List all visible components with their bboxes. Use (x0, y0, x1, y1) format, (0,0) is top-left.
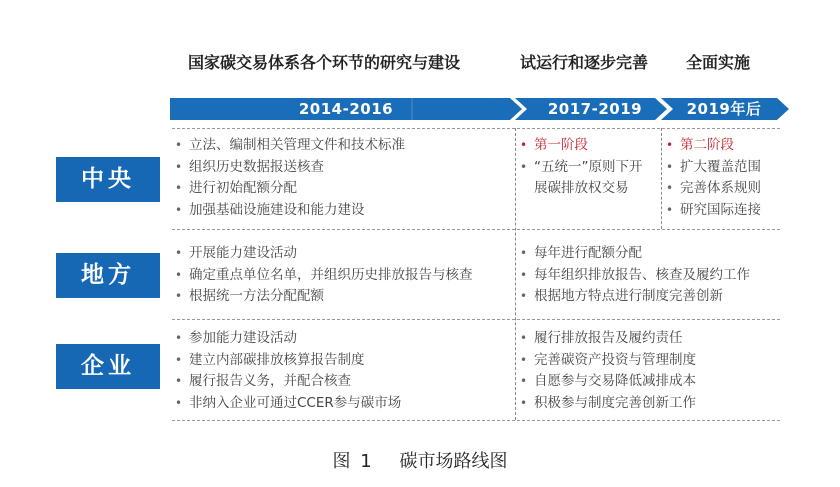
central-2014-2016-list (175, 135, 405, 221)
divider-local-enterprise (172, 319, 780, 320)
list-item: • 每年进行配额分配 (520, 243, 750, 265)
list-item: • 完善体系规则 (666, 178, 761, 200)
list-item: • 自愿参与交易降低减排成本 (520, 371, 696, 393)
timeline-arrow-2017-2019 (515, 98, 667, 120)
central-2017-2019-list (520, 135, 643, 200)
list-item: • 组织历史数据报送核查 (175, 157, 405, 179)
stage-label-second: • 第二阶段 (666, 135, 761, 157)
column-divider-stage2 (661, 128, 662, 229)
list-item: • 每年组织排放报告、核查及履约工作 (520, 265, 750, 287)
phase-title-research: 国家碳交易体系各个环节的研究与建设 (188, 53, 461, 72)
timeline-arrow-2019-after (661, 98, 789, 120)
stage-label-first: • 第一阶段 (520, 135, 643, 157)
local-2017-after-list (520, 243, 750, 308)
caption-number: 1 (360, 451, 372, 472)
list-item: • 确定重点单位名单，并组织历史排放报告与核查 (175, 265, 473, 287)
divider-top (172, 128, 780, 129)
list-item: • 加强基础设施建设和能力建设 (175, 200, 405, 222)
list-item: • 根据统一方法分配配额 (175, 286, 473, 308)
list-item: • 完善碳资产投资与管理制度 (520, 350, 696, 372)
list-item: • 积极参与制度完善创新工作 (520, 393, 696, 415)
timeline-label-2017-2019: 2017-2019 (547, 100, 643, 118)
enterprise-2014-2016-list (175, 328, 401, 414)
list-item: • 履行报告义务，并配合核查 (175, 371, 401, 393)
list-item: • 非纳入企业可通过CCER参与碳市场 (175, 393, 401, 415)
list-item: • 扩大覆盖范围 (666, 157, 761, 179)
timeline-label-2014-2016: 2014-2016 (298, 100, 394, 118)
divider-central-local (172, 229, 780, 230)
central-2019-after-list (666, 135, 761, 221)
phase-title-implementation: 全面实施 (686, 53, 751, 72)
divider-bottom (172, 420, 780, 421)
caption-prefix: 图 (332, 451, 351, 472)
list-item: • “五统一”原则下开 (520, 157, 643, 179)
list-item: • 研究国际连接 (666, 200, 761, 222)
list-item: • 根据地方特点进行制度完善创新 (520, 286, 750, 308)
list-item: • 参加能力建设活动 (175, 328, 401, 350)
list-item: • 立法、编制相关管理文件和技术标准 (175, 135, 405, 157)
list-item: • 建立内部碳排放核算报告制度 (175, 350, 401, 372)
list-item: • 开展能力建设活动 (175, 243, 473, 265)
column-divider (515, 128, 516, 420)
role-local: 地方 (56, 253, 160, 298)
enterprise-2017-after-list (520, 328, 696, 414)
local-2014-2016-list (175, 243, 473, 308)
caption-title: 碳市场路线图 (399, 451, 508, 472)
role-central: 中央 (56, 157, 160, 202)
phase-title-trial: 试运行和逐步完善 (520, 53, 649, 72)
figure-caption (0, 447, 840, 473)
list-item-continuation: 展碳排放权交易 (534, 180, 629, 196)
role-enterprise: 企业 (56, 344, 160, 389)
timeline-label-2019-after: 2019年后 (686, 100, 762, 118)
list-item: • 履行排放报告及履约责任 (520, 328, 696, 350)
list-item: • 进行初始配额分配 (175, 178, 405, 200)
timeline-arrow-2014-2016 (170, 98, 522, 120)
